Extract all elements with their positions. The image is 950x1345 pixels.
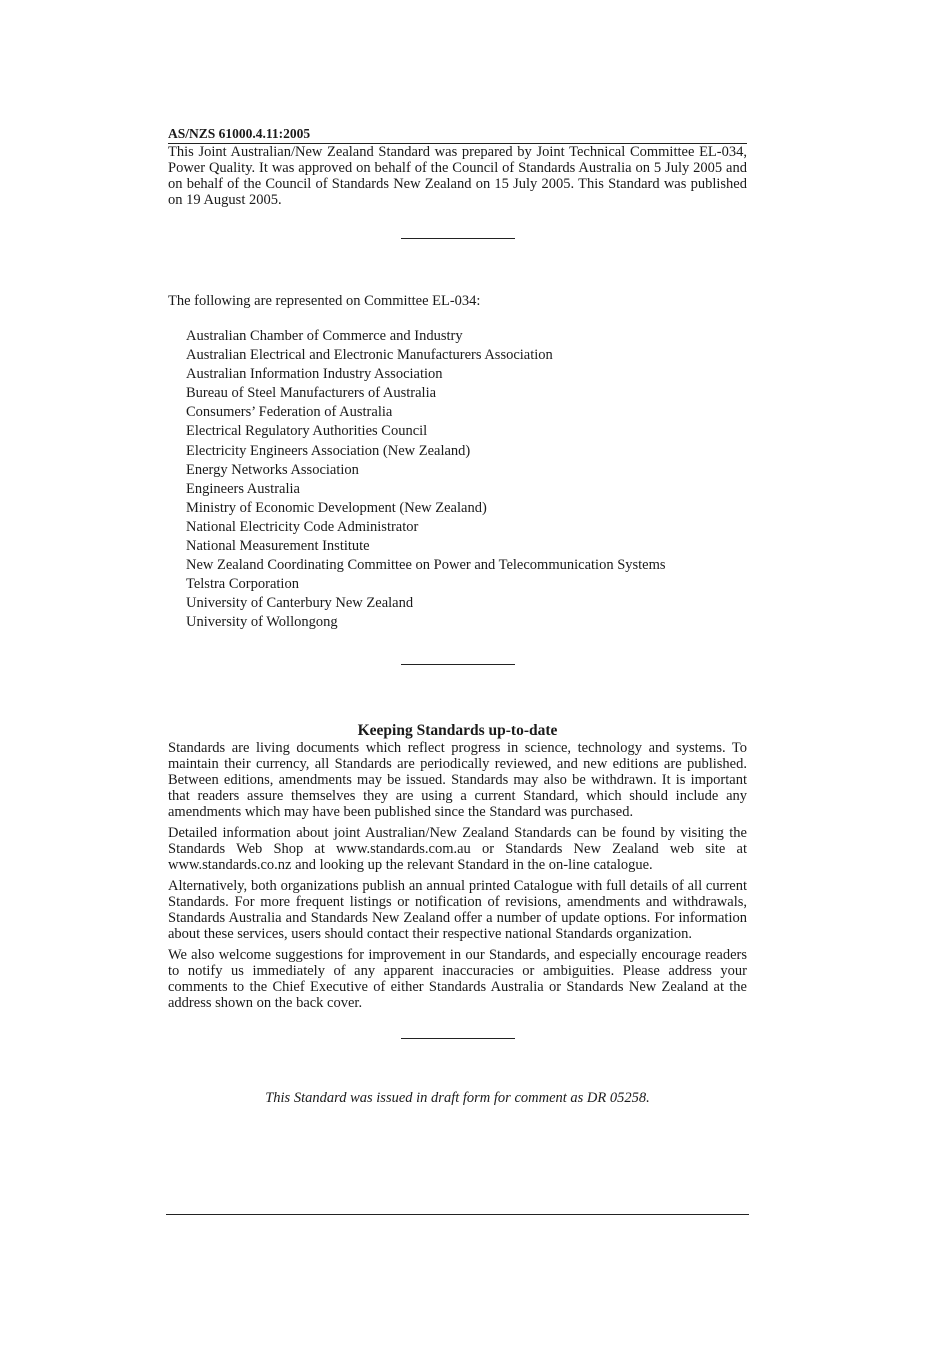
committee-member: Consumers’ Federation of Australia: [186, 404, 393, 421]
keeping-paragraph: Standards are living documents which reflect progress in science, technology and systems. To maintain their currency, all Standards are periodically reviewed, and new editions are published. Between editions, amendments may be issued. Standards may also be withdrawn. It is important that readers assure themselves they are using a current Standard, which should include any amendments which may have been published since the Standard was purchased.: [168, 739, 747, 820]
committee-member: Electricity Engineers Association (New Zealand): [186, 442, 471, 459]
committee-member: Energy Networks Association: [186, 461, 359, 478]
keeping-paragraph: Alternatively, both organizations publish an annual printed Catalogue with full details of all current Standards. For more frequent listings or notification of revisions, amendments and withdrawals, Standards Australia and Standards New Zealand offer a number of update options. For information about these services, users should contact their respective national Standards organization.: [168, 877, 747, 942]
committee-member: Australian Chamber of Commerce and Industry: [186, 328, 463, 344]
section-divider: [401, 238, 515, 239]
keeping-paragraph: We also welcome suggestions for improvement in our Standards, and especially encourage readers to notify us immediately of any apparent inaccuracies or ambiguities. Please address your comments to the Chief Executive of either Standards Australia or Standards New Zealand at the address shown on the back cover.: [168, 946, 747, 1011]
keeping-paragraph: Detailed information about joint Australian/New Zealand Standards can be found by visiting the Standards Web Shop at www.standards.com.au or Standards New Zealand web site at www.standards.co.nz and looking up the relevant Standard in the on-line catalogue.: [168, 824, 747, 873]
committee-member: Telstra Corporation: [186, 576, 299, 593]
section-divider: [401, 1038, 515, 1039]
committee-member: New Zealand Coordinating Committee on Power and Telecommunication Systems: [186, 557, 666, 574]
document-page: [168, 126, 747, 1107]
preparation-paragraph: This Joint Australian/New Zealand Standard was prepared by Joint Technical Committee EL-034, Power Quality. It was approved on behalf of the Council of Standards Australia on 5 July 2005 and on behalf of the Council of Standards New Zealand on 15 July 2005. This Standard was published on 19 August 2005.: [168, 144, 747, 208]
committee-member: Australian Information Industry Association: [186, 366, 443, 383]
draft-note: This Standard was issued in draft form for comment as DR 05258.: [265, 1089, 650, 1106]
footer-rule: [166, 1214, 749, 1215]
section-divider: [401, 664, 515, 665]
committee-member-list: [168, 327, 747, 633]
committee-member: University of Canterbury New Zealand: [186, 595, 414, 612]
committee-member: National Measurement Institute: [186, 538, 370, 555]
committee-member: Bureau of Steel Manufacturers of Australia: [186, 385, 437, 402]
committee-member: National Electricity Code Administrator: [186, 518, 419, 535]
keeping-standards-section: [168, 722, 747, 1011]
committee-intro: The following are represented on Committee EL-034:: [168, 293, 481, 309]
committee-member: Engineers Australia: [186, 480, 300, 497]
committee-member: Ministry of Economic Development (New Zealand): [186, 499, 487, 516]
standard-number: AS/NZS 61000.4.11:2005: [168, 126, 311, 141]
keeping-standards-heading: Keeping Standards up-to-date: [357, 721, 558, 739]
committee-member: Electrical Regulatory Authorities Council: [186, 423, 428, 440]
committee-member: University of Wollongong: [186, 614, 338, 631]
committee-member: Australian Electrical and Electronic Manufacturers Association: [186, 347, 553, 364]
